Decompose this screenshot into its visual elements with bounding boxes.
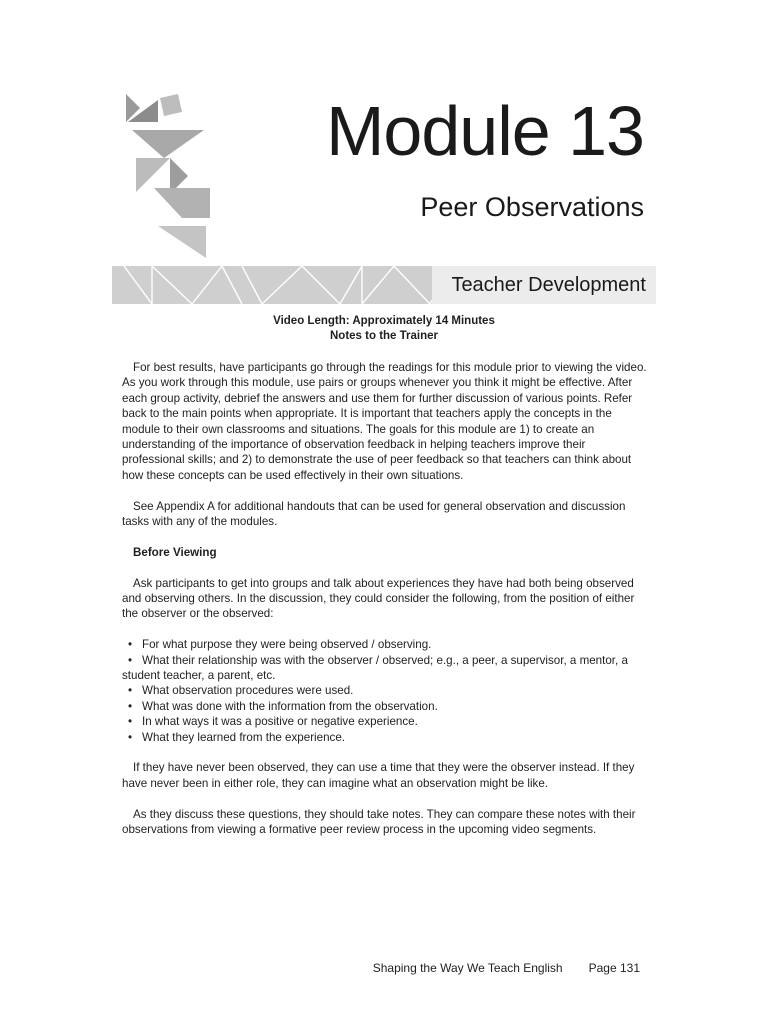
discussion-list [122,637,648,745]
paragraph-take-notes: As they discuss these questions, they should take notes. They can compare these notes with their observations from viewing a formative peer review process in the upcoming video segments. [122,807,636,837]
page-number: Page 131 [588,961,640,975]
section-label: Teacher Development [432,266,656,304]
module-subtitle: Peer Observations [420,192,644,222]
paragraph-intro: For best results, have participants go through the readings for this module prior to viewing the video. As you work through this module, use pairs or groups whenever you think it might be effective. After each group activity, debrief the answers and use them for further discussion of various points. Refer back to the main points when appropriate. It is important that teachers apply the concepts in the module to their own classrooms and situations. The goals for this module are 1) to create an understanding of the importance of observation feedback in helping teachers improve their professional skills; and 2) to demonstrate the use of peer feedback so that teachers can think about how these concepts can be used effectively in their own situations. [122,361,647,482]
video-length: Video Length: Approximately 14 Minutes [273,315,495,327]
notes-heading: Notes to the Trainer [330,330,438,342]
list-item: • What they learned from the experience. [128,730,345,744]
list-item: • What their relationship was with the observer / observed; e.g., a peer, a supervisor, a mentor, a student teacher, a parent, etc. [122,653,628,683]
page-footer [373,961,640,975]
paragraph-appendix: See Appendix A for additional handouts that can be used for general observation and discussion tasks with any of the modules. [122,499,626,529]
before-viewing-heading: Before Viewing [133,545,217,559]
paragraph-groups: Ask participants to get into groups and talk about experiences they have had both being observed and observing others. In the discussion, they could consider the following, from the position of either the observer or the observed: [122,576,635,621]
body-content [122,360,648,853]
list-item: • In what ways it was a positive or negative experience. [128,715,418,729]
list-item: • For what purpose they were being observed / observing. [128,638,432,652]
tangram-figure-icon [118,92,218,260]
paragraph-never-observed: If they have never been observed, they can use a time that they were the observer instead. If they have never been in either role, they can imagine what an observation might be like. [122,761,635,790]
module-title: Module 13 [326,92,644,170]
list-item: • What observation procedures were used. [128,684,354,698]
list-item: • What was done with the information from the observation. [128,699,438,713]
book-title: Shaping the Way We Teach English [372,961,563,975]
